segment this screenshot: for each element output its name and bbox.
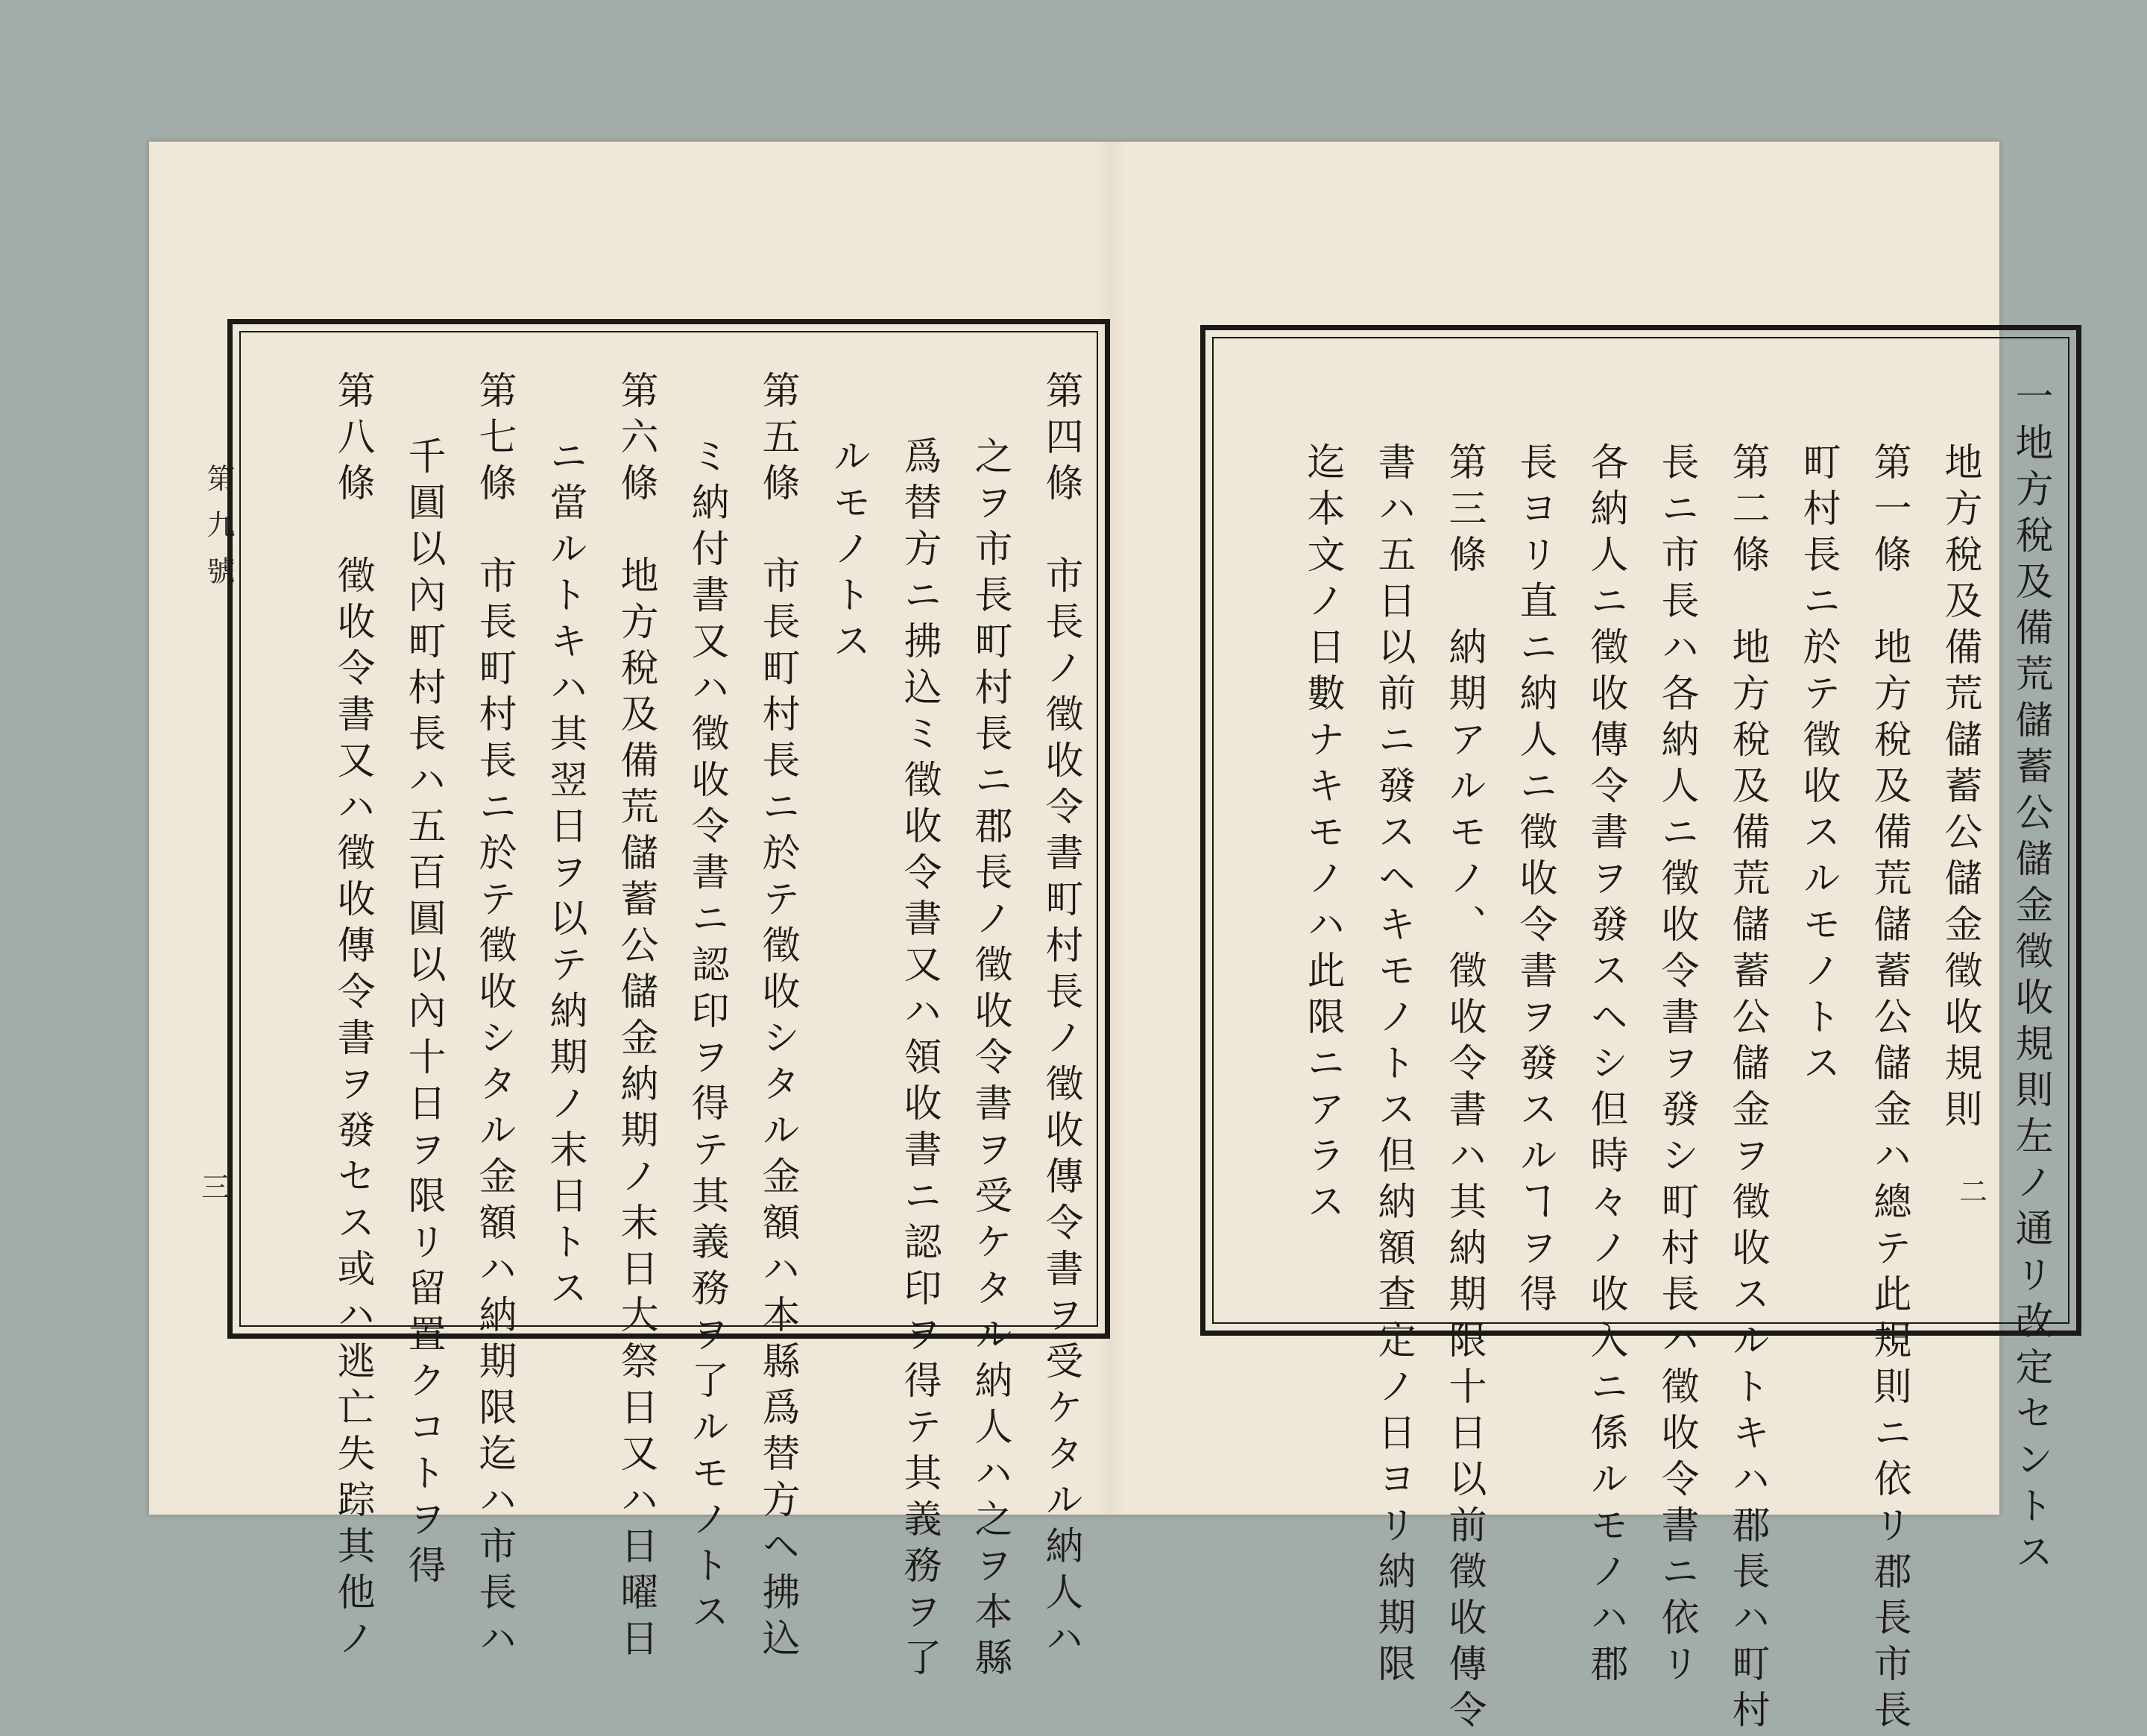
text-column: 各納人ニ徵收傳令書ヲ發スヘシ但時々ノ收入ニ係ルモノハ郡 [1583, 442, 1627, 1690]
text-column: 第二條 地方稅及備荒儲蓄公儲金ヲ徵收スルトキハ郡長ハ町村 [1725, 442, 1769, 1736]
text-column: 地方稅及備荒儲蓄公儲金徵收規則 [1938, 442, 1982, 1135]
text-column: ミ納付書又ハ徵收令書ニ認印ヲ得テ其義務ヲ了ルモノトス [684, 436, 728, 1638]
text-column: 書ハ五日以前ニ發スヘキモノトス但納額查定ノ日ヨリ納期限 [1371, 442, 1415, 1690]
text-column: 千圓以內町村長ハ五百圓以內十日ヲ限リ留置クコトヲ得 [401, 436, 445, 1591]
left-page-frame [227, 319, 1110, 1684]
text-column: 之ヲ市長町村長ニ郡長ノ徵收令書ヲ受ケタル納人ハ之ヲ本縣 [968, 436, 1012, 1684]
text-column: ニ當ルトキハ其翌日ヲ以テ納期ノ末日トス [543, 436, 587, 1314]
text-column: 一地方稅及備荒儲蓄公儲金徵收規則左ノ通リ改定セントス [2008, 376, 2052, 1578]
text-column: 爲替方ニ拂込ミ徵收令書又ハ領收書ニ認印ヲ得テ其義務ヲ了 [897, 436, 941, 1684]
text-column: 第八條 徵收令書又ハ徵收傳令書ヲ發セス或ハ逃亡失踪其他ノ [330, 370, 374, 1664]
text-column: 迄本文ノ日數ナキモノハ此限ニアラス [1300, 442, 1344, 1228]
text-column: 第六條 地方稅及備荒儲蓄公儲金納期ノ末日大祭日又ハ日曜日 [614, 370, 658, 1664]
text-column: 第四條 市長ノ徵收令書町村長ノ徵收傳令書ヲ受ケタル納人ハ [1038, 370, 1082, 1664]
page-number-right: 二 [1959, 1175, 1988, 1208]
document-spread [149, 142, 2052, 1736]
page-number-left: 三 [201, 1171, 230, 1204]
text-column: ルモノトス [826, 436, 870, 667]
right-page-frame [1200, 325, 2081, 1736]
text-column: 長ヨリ直ニ納人ニ徵收令書ヲ發スルヿヲ得 [1513, 442, 1557, 1320]
issue-number: 第九號 [202, 464, 235, 602]
text-column: 第五條 市長町村長ニ於テ徵收シタル金額ハ本縣爲替方ヘ拂込 [755, 370, 799, 1664]
text-column: 町村長ニ於テ徵收スルモノトス [1796, 442, 1840, 1089]
text-column: 第三條 納期アルモノ、徵收令書ハ其納期限十日以前徵收傳令 [1442, 442, 1486, 1736]
text-column: 長ニ市長ハ各納人ニ徵收令書ヲ發シ町村長ハ徵收令書ニ依リ [1654, 442, 1698, 1690]
text-column: 第一條 地方稅及備荒儲蓄公儲金ハ總テ此規則ニ依リ郡長市長 [1867, 442, 1911, 1736]
text-column: 第七條 市長町村長ニ於テ徵收シタル金額ハ納期限迄ハ市長ハ [472, 370, 516, 1664]
